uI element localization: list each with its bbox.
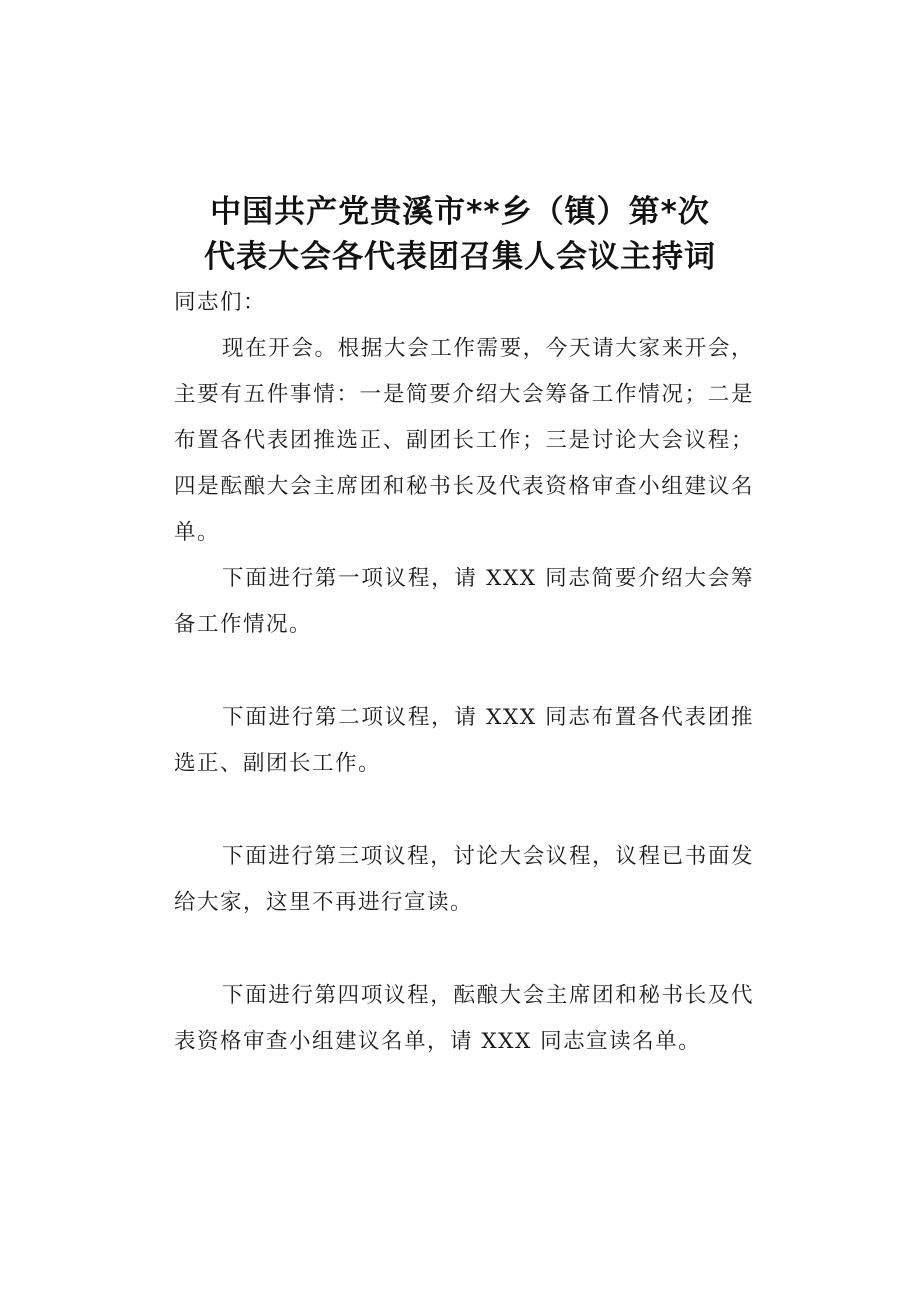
paragraph-agenda-item-3: 下面进行第三项议程，讨论大会议程，议程已书面发给大家，这里不再进行宣读。 (174, 844, 754, 915)
paragraph-agenda-item-2: 下面进行第二项议程，请 XXX 同志布置各代表团推选正、副团长工作。 (174, 705, 754, 776)
paragraph-agenda-item-1: 下面进行第一项议程，请 XXX 同志简要介绍大会筹备工作情况。 (174, 566, 754, 637)
paragraph-agenda-item-4: 下面进行第四项议程，酝酿大会主席团和秘书长及代表资格审查小组建议名单，请 XXX 同志宣读名单。 (174, 983, 754, 1054)
salutation: 同志们： (174, 290, 267, 315)
document-title-line-1: 中国共产党贵溪市**乡（镇）第*次 (210, 194, 710, 230)
document-title-line-2: 代表大会各代表团召集人会议主持词 (204, 239, 716, 275)
paragraph-opening: 现在开会。根据大会工作需要，今天请大家来开会，主要有五件事情：一是简要介绍大会筹备工作情况；二是布置各代表团推选正、副团长工作；三是讨论大会议程；四是酝酿大会主席团和秘书长及代表资格审查小组建议名单。 (174, 336, 754, 545)
